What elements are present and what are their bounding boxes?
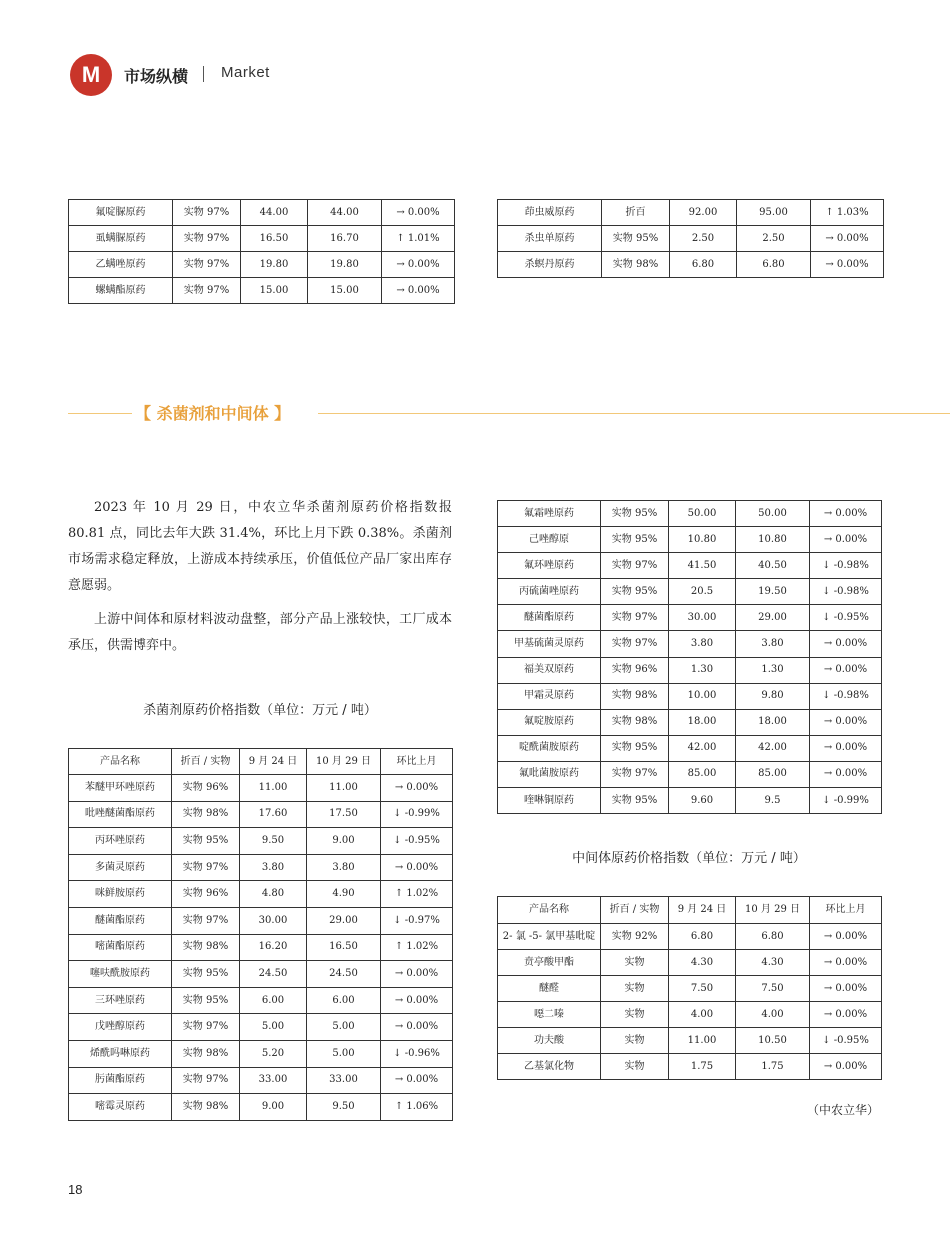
table-cell: 实物 97% xyxy=(601,761,669,787)
table-cell: 20.5 xyxy=(669,579,736,605)
table-row xyxy=(498,924,882,950)
table-row xyxy=(69,1094,453,1121)
table-cell: → 0.00% xyxy=(811,226,884,252)
section-rule-right xyxy=(318,413,950,414)
column-header: 环比上月 xyxy=(810,897,882,924)
insecticide-table-right xyxy=(497,199,884,278)
table-cell: 嘧菌酯原药 xyxy=(69,934,172,961)
column-header: 10 月 29 日 xyxy=(307,749,381,775)
table-cell: 29.00 xyxy=(736,605,810,631)
table-cell: → 0.00% xyxy=(810,976,882,1002)
table-cell: ↓ -0.97% xyxy=(381,907,453,934)
table-cell: 3.80 xyxy=(736,631,810,657)
table-cell: 4.80 xyxy=(240,881,307,908)
table-cell: 95.00 xyxy=(737,200,811,226)
table-cell: 16.70 xyxy=(308,226,382,252)
table-cell: 19.50 xyxy=(736,579,810,605)
table-cell: ↓ -0.99% xyxy=(810,788,882,814)
table-cell: 11.00 xyxy=(240,775,307,802)
table-cell: 实物 95% xyxy=(601,735,669,761)
table-cell: 肟菌酯原药 xyxy=(69,1067,172,1094)
table-cell: 7.50 xyxy=(736,976,810,1002)
table-cell: 实物 97% xyxy=(172,1014,240,1041)
table-cell: 30.00 xyxy=(669,605,736,631)
table-cell: → 0.00% xyxy=(810,735,882,761)
table-cell: 嘧霉灵原药 xyxy=(69,1094,172,1121)
table-cell: 氟啶脲原药 xyxy=(69,200,173,226)
table-cell: 9.60 xyxy=(669,788,736,814)
column-header: 9 月 24 日 xyxy=(669,897,736,924)
table-cell: → 0.00% xyxy=(811,252,884,278)
table-cell: 10.00 xyxy=(669,683,736,709)
table-cell: 实物 95% xyxy=(601,527,669,553)
table-row xyxy=(498,709,882,735)
table-cell: 5.00 xyxy=(307,1040,381,1067)
table-row xyxy=(498,1002,882,1028)
table-cell: 咪鲜胺原药 xyxy=(69,881,172,908)
table-cell: → 0.00% xyxy=(381,1014,453,1041)
table-cell: 实物 97% xyxy=(173,200,241,226)
source-credit: （中农立华） xyxy=(807,1103,880,1117)
table-cell: 实物 97% xyxy=(172,854,240,881)
table-cell: 丙硫菌唑原药 xyxy=(498,579,601,605)
table-cell: 9.00 xyxy=(240,1094,307,1121)
table-cell: 1.75 xyxy=(736,1054,810,1080)
table-cell: 85.00 xyxy=(669,761,736,787)
table-cell: ↑ 1.01% xyxy=(382,226,455,252)
table-cell: → 0.00% xyxy=(810,709,882,735)
table-cell: → 0.00% xyxy=(382,200,455,226)
table-cell: → 0.00% xyxy=(381,987,453,1014)
table-cell: 9.50 xyxy=(240,828,307,855)
table-cell: ↓ -0.99% xyxy=(381,801,453,828)
table-cell: ↓ -0.95% xyxy=(810,605,882,631)
table-cell: 30.00 xyxy=(240,907,307,934)
table-cell: 实物 97% xyxy=(173,226,241,252)
table-cell: 4.00 xyxy=(669,1002,736,1028)
table-cell: → 0.00% xyxy=(810,527,882,553)
table-cell: → 0.00% xyxy=(810,631,882,657)
section-name-en: Market xyxy=(221,64,270,81)
table-cell: 三环唑原药 xyxy=(69,987,172,1014)
table-row xyxy=(69,907,453,934)
table-cell: 11.00 xyxy=(669,1028,736,1054)
table-row xyxy=(498,735,882,761)
table-row xyxy=(498,605,882,631)
table-cell: 6.00 xyxy=(240,987,307,1014)
magazine-logo: M xyxy=(70,54,112,96)
table-cell: ↓ -0.98% xyxy=(810,683,882,709)
table-cell: 实物 98% xyxy=(602,252,670,278)
table-cell: 10.50 xyxy=(736,1028,810,1054)
column-header: 折百 / 实物 xyxy=(601,897,669,924)
table-cell: 实物 xyxy=(601,1002,669,1028)
table-cell: 3.80 xyxy=(669,631,736,657)
table-cell: 42.00 xyxy=(669,735,736,761)
table-cell: ↑ 1.03% xyxy=(811,200,884,226)
table-row xyxy=(69,1040,453,1067)
table-row xyxy=(69,987,453,1014)
table-cell: ↑ 1.06% xyxy=(381,1094,453,1121)
table-cell: 实物 xyxy=(601,976,669,1002)
table-cell: 甲基硫菌灵原药 xyxy=(498,631,601,657)
table-cell: 实物 98% xyxy=(601,683,669,709)
table-cell: 实物 98% xyxy=(172,801,240,828)
table-cell: 9.80 xyxy=(736,683,810,709)
table-cell: 实物 96% xyxy=(172,775,240,802)
section-rule-left xyxy=(68,413,132,414)
table-cell: 实物 97% xyxy=(601,631,669,657)
table-cell: ↓ -0.95% xyxy=(810,1028,882,1054)
table-cell: 丙环唑原药 xyxy=(69,828,172,855)
table-row xyxy=(498,501,882,527)
table-cell: → 0.00% xyxy=(382,252,455,278)
table-cell: 15.00 xyxy=(241,278,308,304)
table-cell: 噻呋酰胺原药 xyxy=(69,961,172,988)
table-cell: 噁二嗪 xyxy=(498,1002,601,1028)
table-cell: 5.00 xyxy=(240,1014,307,1041)
table-cell: 醚菌酯原药 xyxy=(498,605,601,631)
paragraph-1: 2023 年 10 月 29 日，中农立华杀菌剂原药价格指数报 80.81 点，同比去年大跌 31.4%，环比上月下跌 0.38%。杀菌剂市场需求稳定释放，上游成本持续承压，价值低位产品厂家出库存意愿弱。 xyxy=(68,500,452,593)
table-cell: 6.80 xyxy=(669,924,736,950)
table-cell: 2.50 xyxy=(737,226,811,252)
table-cell: 1.75 xyxy=(669,1054,736,1080)
table-cell: 5.20 xyxy=(240,1040,307,1067)
table-cell: 功夫酸 xyxy=(498,1028,601,1054)
table-cell: 50.00 xyxy=(736,501,810,527)
table-cell: 15.00 xyxy=(308,278,382,304)
intermediate-price-table xyxy=(497,896,882,1080)
table-row xyxy=(498,226,884,252)
table-cell: 氟啶胺原药 xyxy=(498,709,601,735)
table-row xyxy=(69,252,455,278)
table-cell: 实物 98% xyxy=(172,1040,240,1067)
table-row xyxy=(69,200,455,226)
table-cell: 5.00 xyxy=(307,1014,381,1041)
table-cell: 17.60 xyxy=(240,801,307,828)
table-cell: ↓ -0.98% xyxy=(810,553,882,579)
table-row xyxy=(498,1028,882,1054)
table-cell: 40.50 xyxy=(736,553,810,579)
table-cell: 实物 97% xyxy=(601,605,669,631)
table-cell: 6.80 xyxy=(736,924,810,950)
table-cell: 6.00 xyxy=(307,987,381,1014)
table-cell: 贲亭酸甲酯 xyxy=(498,950,601,976)
table-cell: → 0.00% xyxy=(382,278,455,304)
table-cell: 氟霜唑原药 xyxy=(498,501,601,527)
table-row xyxy=(498,252,884,278)
table-cell: 杀虫单原药 xyxy=(498,226,602,252)
table-cell: 33.00 xyxy=(307,1067,381,1094)
table-cell: 10.80 xyxy=(736,527,810,553)
column-header: 环比上月 xyxy=(381,749,453,775)
table-cell: 4.30 xyxy=(669,950,736,976)
table-cell: ↑ 1.02% xyxy=(381,881,453,908)
table-cell: → 0.00% xyxy=(810,950,882,976)
table-cell: 甲霜灵原药 xyxy=(498,683,601,709)
table-cell: 18.00 xyxy=(669,709,736,735)
table-row xyxy=(498,950,882,976)
table-cell: 1.30 xyxy=(736,657,810,683)
table-cell: ↑ 1.02% xyxy=(381,934,453,961)
table-row xyxy=(498,788,882,814)
table-row xyxy=(69,828,453,855)
table-cell: → 0.00% xyxy=(810,657,882,683)
table-row xyxy=(69,278,455,304)
table-cell: 19.80 xyxy=(308,252,382,278)
table-cell: 醚菌酯原药 xyxy=(69,907,172,934)
table-cell: 24.50 xyxy=(307,961,381,988)
table-cell: 16.50 xyxy=(307,934,381,961)
table-cell: 85.00 xyxy=(736,761,810,787)
table-cell: 茚虫威原药 xyxy=(498,200,602,226)
column-header: 产品名称 xyxy=(498,897,601,924)
table-cell: 实物 95% xyxy=(602,226,670,252)
column-header: 折百 / 实物 xyxy=(172,749,240,775)
table-row xyxy=(69,1014,453,1041)
table-cell: 4.00 xyxy=(736,1002,810,1028)
table-cell: 33.00 xyxy=(240,1067,307,1094)
table-cell: → 0.00% xyxy=(810,1054,882,1080)
table-header-row xyxy=(498,897,882,924)
table-cell: 实物 98% xyxy=(172,1094,240,1121)
table-cell: 醚醛 xyxy=(498,976,601,1002)
table-row xyxy=(498,579,882,605)
table-cell: 2- 氯 -5- 氯甲基吡啶 xyxy=(498,924,601,950)
table-header-row xyxy=(69,749,453,775)
table-cell: 实物 98% xyxy=(172,934,240,961)
table-cell: 戊唑醇原药 xyxy=(69,1014,172,1041)
intermediate-table-caption: 中间体原药价格指数（单位：万元 / 吨） xyxy=(572,851,806,866)
table-cell: → 0.00% xyxy=(381,961,453,988)
table-cell: 实物 92% xyxy=(601,924,669,950)
table-cell: 烯酰吗啉原药 xyxy=(69,1040,172,1067)
table-cell: → 0.00% xyxy=(810,501,882,527)
table-cell: 44.00 xyxy=(241,200,308,226)
table-cell: 实物 95% xyxy=(601,501,669,527)
table-cell: 4.90 xyxy=(307,881,381,908)
table-cell: 实物 96% xyxy=(172,881,240,908)
table-cell: 44.00 xyxy=(308,200,382,226)
table-row xyxy=(498,200,884,226)
table-cell: ↓ -0.95% xyxy=(381,828,453,855)
table-cell: 实物 97% xyxy=(173,252,241,278)
table-cell: → 0.00% xyxy=(810,1002,882,1028)
table-row xyxy=(69,801,453,828)
table-cell: 氟环唑原药 xyxy=(498,553,601,579)
table-cell: 苯醚甲环唑原药 xyxy=(69,775,172,802)
section-name-cn: 市场纵横 xyxy=(124,67,189,86)
section-title: 【 杀菌剂和中间体 】 xyxy=(135,404,291,423)
table-row xyxy=(498,976,882,1002)
table-cell: 折百 xyxy=(602,200,670,226)
table-cell: 乙螨唑原药 xyxy=(69,252,173,278)
table-cell: → 0.00% xyxy=(381,854,453,881)
table-cell: → 0.00% xyxy=(381,775,453,802)
table-cell: 29.00 xyxy=(307,907,381,934)
page-number: 18 xyxy=(68,1182,83,1197)
table-row xyxy=(69,775,453,802)
table-cell: 福美双原药 xyxy=(498,657,601,683)
table-cell: 9.50 xyxy=(307,1094,381,1121)
table-cell: 42.00 xyxy=(736,735,810,761)
paragraph-2: 上游中间体和原材料波动盘整，部分产品上涨较快，工厂成本承压，供需博弈中。 xyxy=(68,612,452,653)
table-cell: 实物 95% xyxy=(172,828,240,855)
table-row xyxy=(498,657,882,683)
table-cell: 实物 xyxy=(601,1028,669,1054)
table-cell: 实物 95% xyxy=(601,788,669,814)
article-body xyxy=(68,495,452,659)
table-cell: 16.50 xyxy=(241,226,308,252)
table-row xyxy=(69,854,453,881)
table-cell: 16.20 xyxy=(240,934,307,961)
table-cell: 19.80 xyxy=(241,252,308,278)
table-cell: 杀螟丹原药 xyxy=(498,252,602,278)
table-row xyxy=(498,761,882,787)
table-cell: 螺螨酯原药 xyxy=(69,278,173,304)
table-cell: 92.00 xyxy=(670,200,737,226)
table-cell: 氟吡菌胺原药 xyxy=(498,761,601,787)
table-cell: 啶酰菌胺原药 xyxy=(498,735,601,761)
table-cell: 实物 97% xyxy=(173,278,241,304)
table-cell: → 0.00% xyxy=(381,1067,453,1094)
table-row xyxy=(69,934,453,961)
table-cell: 50.00 xyxy=(669,501,736,527)
table-cell: ↓ -0.96% xyxy=(381,1040,453,1067)
table-cell: 实物 97% xyxy=(172,1067,240,1094)
table-cell: 10.80 xyxy=(669,527,736,553)
table-cell: 6.80 xyxy=(737,252,811,278)
table-row xyxy=(69,961,453,988)
table-cell: 7.50 xyxy=(669,976,736,1002)
table-cell: 2.50 xyxy=(670,226,737,252)
table-cell: 实物 95% xyxy=(172,987,240,1014)
table-row xyxy=(498,527,882,553)
table-row xyxy=(69,226,455,252)
table-cell: 实物 97% xyxy=(172,907,240,934)
column-header: 产品名称 xyxy=(69,749,172,775)
table-cell: → 0.00% xyxy=(810,761,882,787)
table-cell: 实物 95% xyxy=(601,579,669,605)
table-cell: 己唑醇原 xyxy=(498,527,601,553)
table-cell: ↓ -0.98% xyxy=(810,579,882,605)
insecticide-table-left xyxy=(68,199,455,304)
table-cell: 吡唑醚菌酯原药 xyxy=(69,801,172,828)
table-cell: 9.00 xyxy=(307,828,381,855)
column-header: 9 月 24 日 xyxy=(240,749,307,775)
table-row xyxy=(498,553,882,579)
table-cell: 实物 95% xyxy=(172,961,240,988)
table-cell: 4.30 xyxy=(736,950,810,976)
table-cell: 实物 96% xyxy=(601,657,669,683)
table-cell: 实物 98% xyxy=(601,709,669,735)
table-cell: 实物 97% xyxy=(601,553,669,579)
table-cell: → 0.00% xyxy=(810,924,882,950)
table-cell: 11.00 xyxy=(307,775,381,802)
table-cell: 18.00 xyxy=(736,709,810,735)
table-row xyxy=(498,1054,882,1080)
table-row xyxy=(498,631,882,657)
column-header: 10 月 29 日 xyxy=(736,897,810,924)
table-cell: 3.80 xyxy=(240,854,307,881)
table-cell: 24.50 xyxy=(240,961,307,988)
header-divider xyxy=(203,66,204,82)
fungicide-price-table xyxy=(68,748,453,1121)
table-cell: 实物 xyxy=(601,950,669,976)
table-cell: 实物 xyxy=(601,1054,669,1080)
table-cell: 41.50 xyxy=(669,553,736,579)
table-row xyxy=(69,1067,453,1094)
table-row xyxy=(69,881,453,908)
table-row xyxy=(498,683,882,709)
table-cell: 3.80 xyxy=(307,854,381,881)
table-cell: 6.80 xyxy=(670,252,737,278)
table-cell: 多菌灵原药 xyxy=(69,854,172,881)
fungicide-price-table-continued xyxy=(497,500,882,814)
table-cell: 喹啉铜原药 xyxy=(498,788,601,814)
table-cell: 1.30 xyxy=(669,657,736,683)
table-cell: 乙基氯化物 xyxy=(498,1054,601,1080)
fungicide-table-caption: 杀菌剂原药价格指数（单位：万元 / 吨） xyxy=(143,703,377,718)
table-cell: 17.50 xyxy=(307,801,381,828)
table-cell: 9.5 xyxy=(736,788,810,814)
table-cell: 虱螨脲原药 xyxy=(69,226,173,252)
